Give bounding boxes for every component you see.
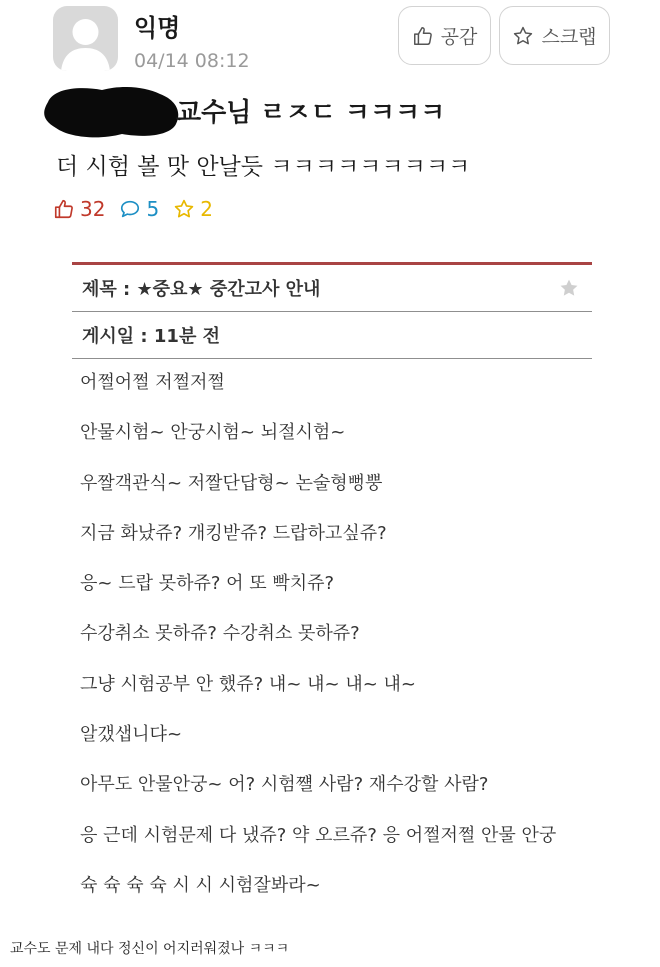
star-outline-icon: [173, 198, 195, 220]
post-time: 04/14 08:12: [134, 50, 250, 72]
scrap-button[interactable]: [499, 6, 610, 65]
notice-line: 아무도 안물안궁~ 어? 시험쨸 사람? 재수강할 사람?: [80, 774, 489, 796]
notice-line: 어쩔어쩔 저쩔저쩔: [80, 372, 225, 393]
scrap-count: [173, 197, 213, 221]
avatar[interactable]: [53, 6, 118, 71]
notice-line: 알갰샙니댜~: [80, 724, 183, 746]
comment-count: [119, 197, 159, 221]
caption: 교수도 문제 내다 정신이 어지러워졌나 ㅋㅋㅋ: [10, 941, 290, 957]
like-button[interactable]: [398, 6, 491, 65]
post-title: 교수님 ㄹㅈㄷ ㅋㅋㅋㅋ: [176, 98, 446, 128]
redaction-mark: [40, 82, 184, 140]
scrap-count-value: 2: [200, 197, 213, 221]
author-name: 익명: [134, 14, 181, 42]
notice-line: 그냥 시험공부 안 했쥬? 냬~ 냬~ 냬~ 냬~: [80, 673, 416, 695]
post-body: 더 시험 볼 맛 안날듯 ㅋㅋㅋㅋㅋㅋㅋㅋㅋ: [56, 154, 471, 180]
notice-title-row: [72, 265, 592, 312]
thumbs-up-icon: [412, 25, 434, 47]
comment-count-value: 5: [146, 197, 160, 221]
notice-date: 게시일 : 11분 전: [82, 326, 220, 347]
star-filled-icon: [558, 277, 580, 299]
notice-image: [72, 262, 592, 902]
notice-line: 슉 슉 슉 슉 시 시 시험잘봐라~: [80, 874, 321, 896]
like-count-value: 32: [80, 197, 106, 221]
notice-title: 제목 : ★중요★ 중간고사 안내: [82, 279, 321, 300]
scrap-button-label: 스크랩: [541, 26, 597, 48]
star-outline-icon: [512, 25, 534, 47]
notice-line: 응~ 드랍 못하쥬? 어 또 빡치쥬?: [80, 573, 335, 595]
user-avatar-icon: [53, 6, 118, 71]
notice-line: 안물시험~ 안궁시험~ 뇌절시험~: [80, 422, 346, 444]
notice-date-row: [72, 312, 592, 359]
notice-line: 지금 화났쥬? 개킹받쥬? 드랍하고싶쥬?: [80, 522, 387, 544]
like-button-label: 공감: [440, 26, 478, 48]
like-count: [53, 197, 105, 221]
notice-line: 수강취소 못하쥬? 수강취소 못하쥬?: [80, 623, 360, 645]
comment-bubble-icon: [119, 198, 141, 220]
post-stats: [53, 197, 227, 221]
notice-line: 우짤객관식~ 저짤단답형~ 논술형뻥뿡: [80, 472, 383, 494]
notice-body: [80, 368, 556, 921]
notice-line: 응 근데 시험문제 다 냈쥬? 약 오르쥬? 응 어쩔저쩔 안물 안궁: [80, 824, 557, 846]
thumbs-up-icon: [53, 198, 75, 220]
